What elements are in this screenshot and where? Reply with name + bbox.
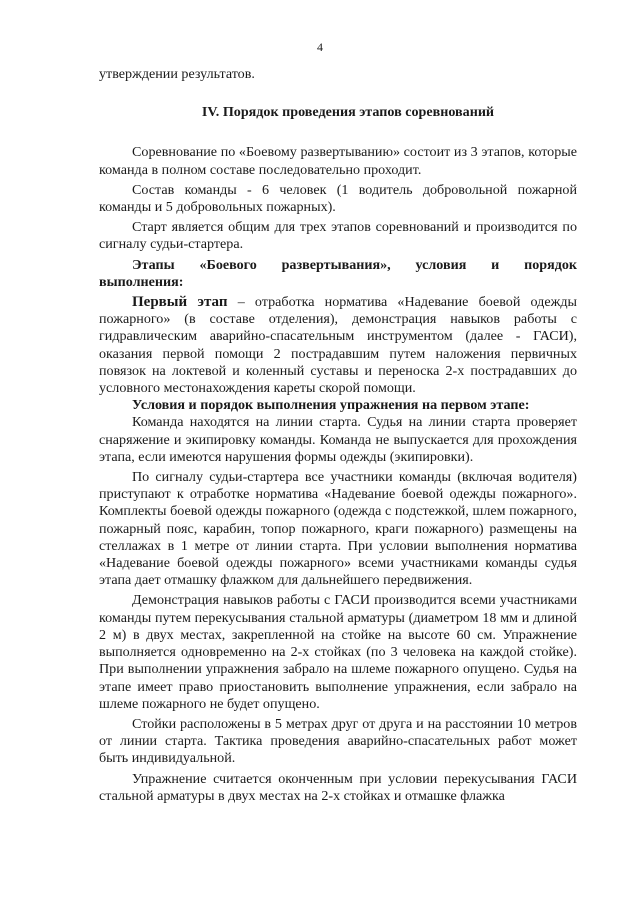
document-body bbox=[99, 66, 577, 805]
stages-heading-line1: Этапы «Боевого развертывания», условия и порядок bbox=[132, 256, 577, 273]
paragraph-starter-signal: По сигналу судьи-стартера все участники команды (включая водителя) приступают к отработке норматива «Надевание боевой одежды пожарного». Комплекты боевой одежды пожарного (одежда с подстежкой, шлем пожарного, пожарный пояс, карабин, топор пожарного, краги пожарного) размещены на стеллажах в 1 метре от линии старта. При условии выполнения норматива «Надевание боевой одежды пожарного» всеми участниками команды судья этапа дает отмашку флажком для дальнейшего передвижения. bbox=[99, 469, 577, 589]
continuation-line: утверждении результатов. bbox=[99, 66, 255, 82]
paragraph-first-stage bbox=[99, 294, 577, 397]
section-title: IV. Порядок проведения этапов соревнований bbox=[201, 104, 495, 121]
first-stage-text: – отработка норматива «Надевание боевой одежды пожарного» (в составе отделения), демонстрация навыков работы с гидравлическим аварийно-спасательным инструментом (далее - ГАСИ), оказания первой помощи 2 пострадавшим путем наложения первичных повязок на локтевой и коленный суставы и переноска 2-х пострадавших до условного местонахождения кареты скорой помощи. bbox=[99, 294, 577, 397]
first-stage-label: Первый этап bbox=[132, 294, 228, 311]
paragraph-start: Старт является общим для трех этапов соревнований и производится по сигналу судьи-стартера. bbox=[99, 219, 577, 253]
paragraph-team-composition: Состав команды - 6 человек (1 водитель добровольной пожарной команды и 5 добровольных пожарных). bbox=[99, 181, 577, 216]
paragraph-stages-count: Соревнование по «Боевому развертыванию» состоит из 3 этапов, которые команда в полном составе последовательно проходит. bbox=[99, 144, 577, 178]
paragraph-gasi-demo: Демонстрация навыков работы с ГАСИ производится всеми участниками команды путем перекусывания стальной арматуры (диаметром 18 мм и длиной 2 м) в двух местах, закрепленной на стойке на высоте 60 см. Упражнение выполняется одновременно на 2-х стойках (по 3 человека на каждой стойке). При выполнении упражнения забрало на шлеме пожарного опущено. Судья на этапе имеет право приостановить выполнение упражнения, если забрало на шлеме пожарного не будет опущено. bbox=[99, 592, 577, 712]
paragraph-stands: Стойки расположены в 5 метрах друг от друга и на расстоянии 10 метров от линии старта. Тактика проведения аварийно-спасательных работ может быть индивидуальной. bbox=[99, 715, 577, 767]
page-number: 4 bbox=[317, 40, 323, 54]
paragraph-exercise-end: Упражнение считается оконченным при условии перекусывания ГАСИ стальной арматуры в двух местах на 2-х стойках и отмашке флажка bbox=[99, 770, 577, 804]
paragraph-team-at-start: Команда находятся на линии старта. Судья на линии старта проверяет снаряжение и экипировку команды. Команда не выпускается для прохождения этапа, если имеются нарушения формы одежды (экипировки). bbox=[99, 414, 577, 465]
conditions-heading: Условия и порядок выполнения упражнения на первом этапе: bbox=[132, 397, 530, 414]
stages-heading-line2: выполнения: bbox=[99, 273, 184, 290]
